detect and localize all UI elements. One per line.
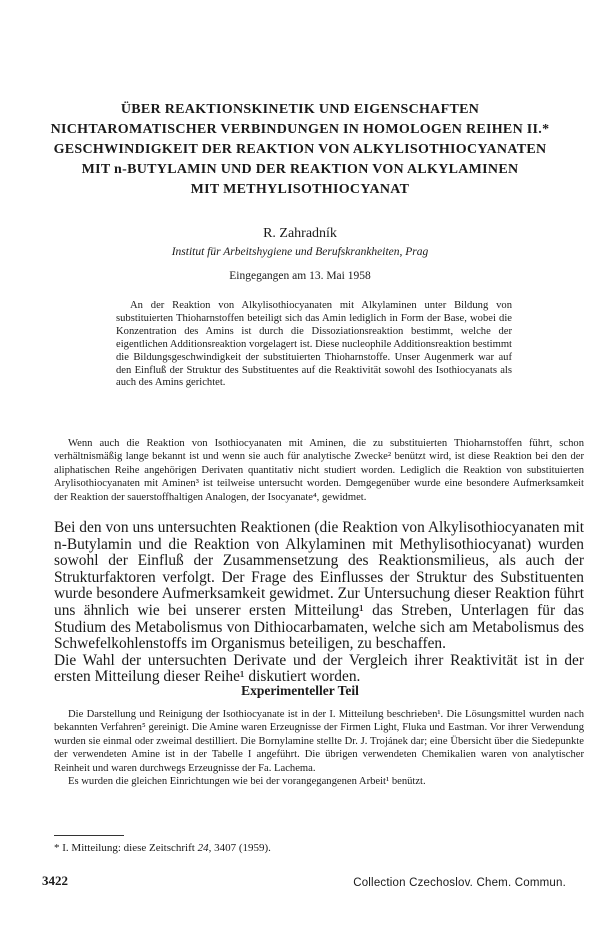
experimental-section bbox=[54, 708, 584, 788]
abstract-text: An der Reaktion von Alkylisothiocyanaten mit Alkylaminen unter Bildung von substituierten Thioharnstoffen beteiligt sich das Amin lediglich in Form der Base, wobei die Konzentration des Amins ist durch die Dissoziationsreaktion bestimmt, welche der eigentlichen Additionsreaktion vorgelagert ist. Diese nucleophile Additionsreaktion bestimmt die Bildungsgeschwindigkeit der substituierten Thioharnstoffe. Unser Augenmerk war auf den Einfluß der Struktur des Substituentes auf die Reaktivität sowohl des Isothiocyanats als auch des Amins gerichtet. bbox=[116, 300, 512, 389]
footnote bbox=[54, 842, 584, 854]
footnote-prefix: * I. Mitteilung: diese Zeitschrift bbox=[54, 842, 195, 854]
footnote-divider bbox=[54, 835, 124, 836]
body-paragraph-1: Bei den von uns untersuchten Reaktionen (die Reaktion von Alkylisothiocyanaten mit n-Butylamin und die Reaktion von Alkylaminen mit Methylisothiocyanat) wurden sowohl der Einfluß der Zusammensetzung des Reaktionsmilieus, als auch der Strukturfaktoren verfolgt. Der Frage des Einflusses der Struktur des Substituenten wurde besondere Aufmerksamkeit gewidmet. Zur Untersuchung dieser Reaktion führt uns ähnlich wie bei unserer ersten Mitteilung¹ das Streben, Unterlagen für das Studium des Metabolismus von Dithiocarbamaten, welche sich am Metabolismus des Schwefelkohlenstoffs im Organismus beteiligen, zu beschaffen. bbox=[54, 519, 584, 653]
intro-paragraph bbox=[54, 437, 584, 504]
article-title bbox=[30, 100, 570, 200]
journal-name: Collection Czechoslov. Chem. Commun. bbox=[353, 877, 566, 889]
author: R. Zahradník bbox=[263, 226, 337, 241]
intro-text: Wenn auch die Reaktion von Isothiocyanaten mit Aminen, die zu substituierten Thioharnstoffen führt, schon verhältnismäßig lange bekannt ist und wenn sie auch für analytische Zwecke² benützt wird, ist diese Reaktion bei den der aliphatischen Reihe angehörigen Derivaten quantitativ nicht studiert worden. Lediglich die Reaktion von substituierten Arylisothiocyanaten mit Aminen³ ist teilweise untersucht worden. Demgegenüber wurde eine besondere Aufmerksamkeit der Reaktion der sauerstoffhaltigen Analogen, der Isocyanate⁴, gewidmet. bbox=[54, 438, 584, 503]
body-paragraph-2: Die Wahl der untersuchten Derivate und der Vergleich ihrer Reaktivität ist in der ersten Mitteilung dieser Reihe¹ diskutiert worden. bbox=[54, 651, 584, 686]
received-date: Eingegangen am 13. Mai 1958 bbox=[229, 270, 371, 282]
experimental-paragraph-2: Es wurden die gleichen Einrichtungen wie bei der vorangegangenen Arbeit¹ benützt. bbox=[68, 776, 426, 788]
title-line-5: MIT METHYLISOTHIOCYANAT bbox=[190, 182, 410, 197]
title-line-1: ÜBER REAKTIONSKINETIK UND EIGENSCHAFTEN bbox=[120, 102, 480, 117]
main-body bbox=[54, 520, 584, 686]
title-line-2: NICHTAROMATISCHER VERBINDUNGEN IN HOMOLOGEN REIHEN II.* bbox=[50, 122, 550, 137]
section-heading: Experimenteller Teil bbox=[241, 683, 359, 698]
abstract bbox=[116, 300, 512, 390]
page-number: 3422 bbox=[42, 873, 68, 888]
title-line-4: MIT n-BUTYLAMIN UND DER REAKTION VON ALKYLAMINEN bbox=[81, 162, 519, 177]
experimental-paragraph-1: Die Darstellung und Reinigung der Isothiocyanate ist in der I. Mitteilung beschrieben¹. Die Lösungsmittel wurden nach bekannten Verfahren⁵ gereinigt. Die Amine waren Erzeugnisse der Firmen Light, Fluka und Eastman. Vor ihrer Verwendung wurden sie einmal oder zweimal destilliert. Die Bornylamine stellte Dr. J. Trojánek dar; eine Übersicht über die Siedepunkte der verwendeten Amine ist in der Tabelle I angeführt. Die übrigen verwendeten Chemikalien waren von analytischer Reinheit und waren durchwegs Erzeugnisse der Fa. Lachema. bbox=[54, 709, 584, 774]
footnote-suffix: 3407 (1959). bbox=[214, 842, 271, 854]
footnote-volume: 24, bbox=[197, 842, 212, 854]
title-line-3: GESCHWINDIGKEIT DER REAKTION VON ALKYLISOTHIOCYANATEN bbox=[53, 142, 547, 157]
institution: Institut für Arbeitshygiene und Berufskrankheiten, Prag bbox=[171, 246, 429, 258]
